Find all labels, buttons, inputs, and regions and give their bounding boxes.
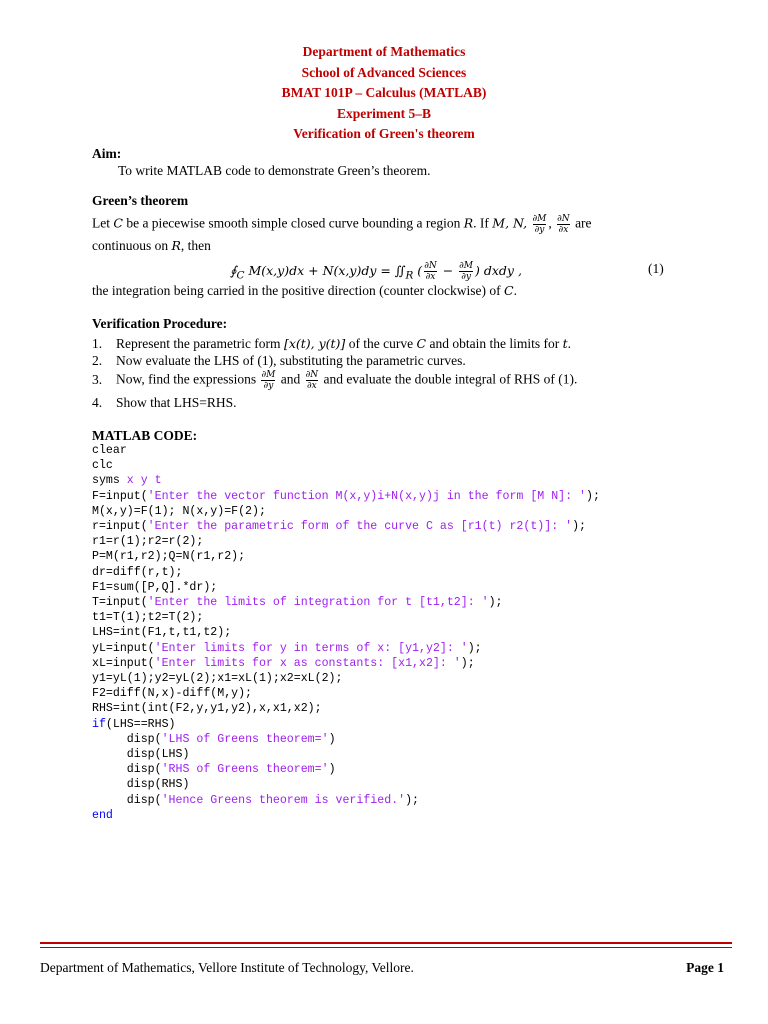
document-header bbox=[0, 42, 768, 145]
math-xt-yt: [x(t), y(t)] bbox=[283, 336, 346, 351]
code-line bbox=[92, 534, 600, 549]
code-line bbox=[92, 686, 600, 701]
code-string: x y t bbox=[126, 474, 162, 488]
header-title: Verification of Green's theorem bbox=[293, 126, 475, 141]
code-line bbox=[92, 793, 600, 808]
aim-label: Aim: bbox=[92, 146, 122, 161]
code-text: xL=input( bbox=[92, 656, 155, 670]
code-text: dr=diff(r,t); bbox=[92, 565, 183, 579]
theorem-statement-line1: Let C be a piecewise smooth simple closed curve bounding a region R. If M, N, $\frac{\partial M}{\partial y}$ , $\frac{\partial N}{\partial x}$ are bbox=[92, 214, 592, 235]
code-text: ) bbox=[328, 763, 336, 777]
frac-bottom: ∂y bbox=[263, 381, 274, 391]
frac-bottom: ∂x bbox=[307, 381, 317, 391]
code-string: 'Enter limits for y in terms of x: [y1,y2]: ' bbox=[154, 641, 468, 655]
code-text: LHS=int(F1,t,t1,t2); bbox=[92, 626, 232, 640]
fraction-dm-dy bbox=[533, 214, 547, 235]
text: Represent the parametric form bbox=[116, 336, 284, 351]
text: and evaluate the double integral of RHS of (1). bbox=[320, 371, 578, 387]
header-dept: Department of Mathematics bbox=[302, 44, 466, 59]
math-c: C bbox=[503, 283, 514, 298]
code-line bbox=[92, 732, 600, 747]
code-line bbox=[92, 443, 600, 458]
code-text: yL=input( bbox=[92, 641, 155, 655]
code-line bbox=[92, 610, 600, 625]
aim-text: To write MATLAB code to demonstrate Green’s theorem. bbox=[118, 163, 431, 178]
text: . If bbox=[473, 215, 493, 231]
text: be a piecewise smooth simple closed curve bounding a region bbox=[122, 215, 464, 231]
frac-top: ∂M bbox=[532, 214, 547, 224]
subscript: C bbox=[236, 269, 245, 282]
step-number: 2. bbox=[92, 353, 103, 368]
footer-rule-thin bbox=[40, 947, 732, 948]
contour-integral-symbol: ∮ bbox=[230, 263, 237, 278]
procedure-step-2 bbox=[92, 353, 466, 369]
code-string: 'Enter the parametric form of the curve C as [r1(t) r2(t)]: ' bbox=[147, 520, 573, 534]
code-line bbox=[92, 701, 600, 716]
step-number: 1. bbox=[92, 336, 103, 351]
code-keyword: end bbox=[92, 808, 113, 822]
code-text: ); bbox=[572, 520, 586, 534]
frac-top: ∂N bbox=[557, 214, 570, 224]
code-text: disp( bbox=[92, 763, 162, 777]
frac-top: ∂N bbox=[305, 370, 319, 380]
page-number: Page 1 bbox=[686, 960, 724, 975]
header-course: BMAT 101P – Calculus (MATLAB) bbox=[281, 85, 487, 100]
frac-bottom: ∂y bbox=[534, 225, 545, 235]
code-text: disp(RHS) bbox=[92, 778, 190, 792]
code-line bbox=[92, 519, 600, 534]
text: Now evaluate the LHS of (1), substituting the parametric curves. bbox=[116, 353, 466, 368]
code-text: syms bbox=[92, 474, 127, 488]
code-text: t1=T(1);t2=T(2); bbox=[92, 611, 204, 625]
frac-bottom: ∂x bbox=[425, 272, 436, 282]
subscript: R bbox=[405, 269, 414, 282]
frac-bottom: ∂y bbox=[461, 272, 471, 282]
header-school: School of Advanced Sciences bbox=[301, 64, 467, 80]
matlab-code-label: MATLAB CODE: bbox=[92, 428, 198, 443]
footer-institution: Department of Mathematics, Vellore Institute of Technology, Vellore. bbox=[40, 960, 414, 975]
verification-procedure-label: Verification Procedure: bbox=[92, 316, 228, 331]
code-line bbox=[92, 762, 600, 777]
code-text: F1=sum([P,Q].*dr); bbox=[92, 580, 218, 594]
code-line bbox=[92, 625, 600, 640]
code-text: F=input( bbox=[92, 489, 148, 503]
code-text: T=input( bbox=[92, 596, 148, 610]
code-text: F2=diff(N,x)-diff(M,y); bbox=[92, 687, 253, 701]
greens-equation bbox=[230, 261, 522, 282]
equation-text: ( bbox=[413, 263, 423, 278]
code-text: disp(LHS) bbox=[92, 748, 190, 762]
code-text: disp( bbox=[92, 732, 162, 746]
code-line bbox=[92, 641, 600, 656]
equation-text: − bbox=[438, 263, 458, 278]
text: Let bbox=[92, 215, 114, 231]
math-r: R bbox=[171, 238, 181, 253]
text: the integration being carried in the positive direction (counter clockwise) of bbox=[92, 283, 504, 298]
text: and obtain the limits for bbox=[426, 336, 563, 351]
code-text: ); bbox=[460, 656, 475, 670]
code-line bbox=[92, 595, 600, 610]
code-line bbox=[92, 671, 600, 686]
footer-rule bbox=[40, 942, 732, 944]
matlab-code-block bbox=[92, 443, 600, 823]
fraction-dn-dx bbox=[306, 370, 319, 391]
code-text: ); bbox=[405, 793, 420, 807]
code-line bbox=[92, 580, 600, 595]
code-text: r1=r(1);r2=r(2); bbox=[92, 535, 204, 549]
code-text: clc bbox=[92, 459, 113, 473]
code-line bbox=[92, 717, 600, 732]
code-line bbox=[92, 808, 600, 823]
greens-theorem-label: Green’s theorem bbox=[92, 193, 189, 208]
math-c: C bbox=[113, 215, 123, 231]
code-line bbox=[92, 777, 600, 792]
procedure-step-4 bbox=[92, 395, 237, 411]
code-line bbox=[92, 747, 600, 762]
text: Show that LHS=RHS. bbox=[116, 395, 237, 410]
math-r: R bbox=[463, 215, 474, 231]
equation-text: M(x,y)dx + N(x,y)dy = ∬ bbox=[244, 263, 406, 278]
code-line bbox=[92, 458, 600, 473]
math-mn: M, N, bbox=[492, 215, 528, 231]
equation-number: (1) bbox=[648, 261, 664, 276]
code-keyword: if bbox=[92, 717, 106, 731]
frac-bottom: ∂x bbox=[558, 225, 569, 235]
code-string: 'Enter limits for x as constants: [x1,x2]: ' bbox=[154, 656, 461, 670]
math-c: C bbox=[416, 336, 427, 351]
text: . bbox=[513, 283, 517, 298]
code-string: 'Enter the vector function M(x,y)i+N(x,y)j in the form [M N]: ' bbox=[147, 489, 586, 503]
text: . bbox=[567, 336, 571, 351]
code-text: P=M(r1,r2);Q=N(r1,r2); bbox=[92, 550, 246, 564]
fraction-dm-dy bbox=[261, 370, 275, 391]
procedure-step-1 bbox=[92, 336, 571, 352]
text: and bbox=[277, 371, 304, 387]
text: , then bbox=[180, 238, 211, 253]
code-text: RHS=int(int(F2,y,y1,y2),x,x1,x2); bbox=[92, 702, 322, 716]
code-text: y1=yL(1);y2=yL(2);x1=xL(1);x2=xL(2); bbox=[92, 672, 343, 686]
frac-top: ∂M bbox=[459, 261, 474, 271]
fraction-dn-dx bbox=[557, 214, 570, 235]
frac-top: ∂M bbox=[261, 370, 276, 380]
code-string: 'LHS of Greens theorem=' bbox=[161, 732, 329, 746]
procedure-step-3 bbox=[92, 370, 577, 391]
code-line bbox=[92, 565, 600, 580]
code-string: 'Enter the limits of integration for t [t1,t2]: ' bbox=[147, 596, 489, 610]
code-text: M(x,y)=F(1); N(x,y)=F(2); bbox=[92, 504, 266, 518]
math-t: t bbox=[562, 336, 568, 351]
header-experiment: Experiment 5–B bbox=[336, 105, 432, 121]
text: Now, find the expressions bbox=[116, 371, 260, 387]
frac-top: ∂N bbox=[424, 261, 437, 271]
code-line bbox=[92, 504, 600, 519]
text: are bbox=[571, 215, 592, 231]
code-text: ); bbox=[586, 489, 600, 503]
code-text: r=input( bbox=[92, 520, 148, 534]
code-text: disp( bbox=[92, 793, 162, 807]
code-string: 'Hence Greens theorem is verified.' bbox=[161, 793, 406, 807]
fraction-dm-dy bbox=[459, 261, 473, 282]
code-text: (LHS==RHS) bbox=[105, 717, 176, 731]
code-string: 'RHS of Greens theorem=' bbox=[161, 763, 329, 777]
text: continuous on bbox=[92, 238, 172, 253]
text: of the curve bbox=[345, 336, 417, 351]
code-line bbox=[92, 473, 600, 488]
step-number: 3. bbox=[92, 371, 103, 387]
code-text: ); bbox=[467, 641, 482, 655]
equation-text: ) dxdy , bbox=[475, 263, 522, 278]
code-line bbox=[92, 489, 600, 504]
theorem-statement-line2 bbox=[92, 238, 211, 254]
code-text: ) bbox=[328, 732, 336, 746]
code-line bbox=[92, 656, 600, 671]
fraction-dn-dx bbox=[424, 261, 437, 282]
theorem-statement-line3 bbox=[92, 283, 517, 299]
code-text: clear bbox=[92, 444, 127, 457]
code-text: ); bbox=[488, 596, 503, 610]
step-number: 4. bbox=[92, 395, 103, 410]
code-line bbox=[92, 549, 600, 564]
